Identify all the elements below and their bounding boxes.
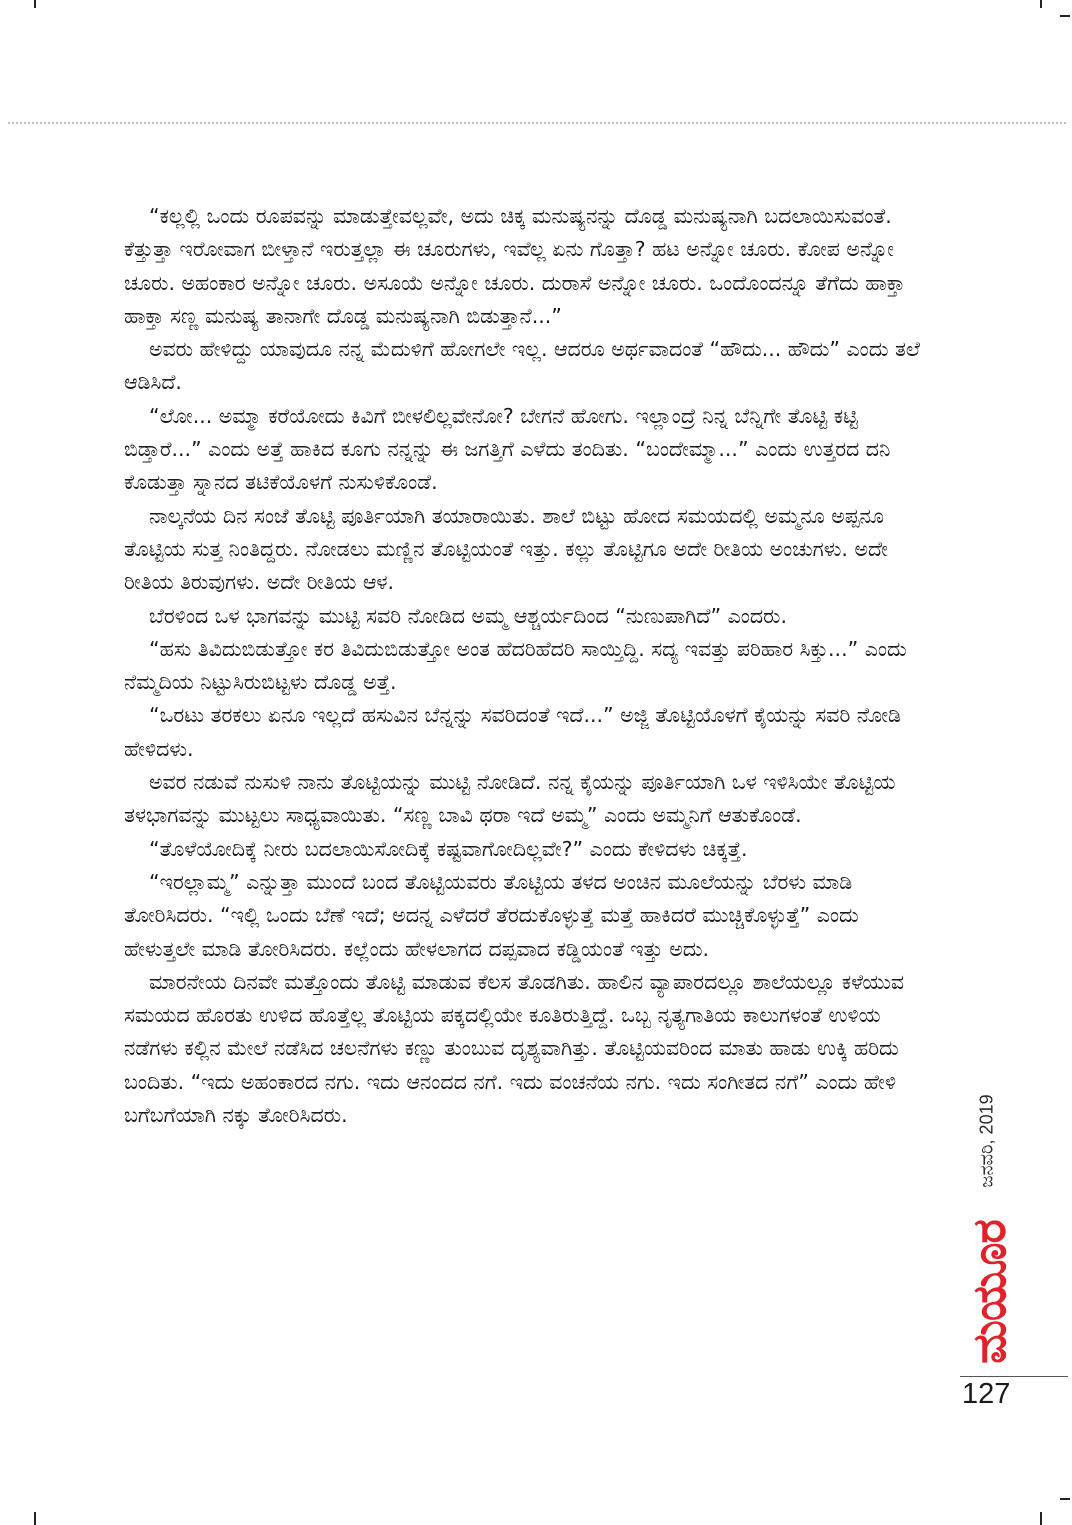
page-number-rule — [960, 1376, 1068, 1377]
article-paragraph: “ಹಸು ತಿವಿದುಬಿಡುತ್ತೋ ಕರ ತಿವಿದುಬಿಡುತ್ತೋ ಅಂತ ಹೆದರಿಹೆದರಿ ಸಾಯ್ತಿದ್ದಿ. ಸದ್ಯ ಇವತ್ತು ಪರಿಹಾರ ಸಿಕ್ತು...” ಎಂದು ನೆಮ್ಮದಿಯ ನಿಟ್ಟುಸಿರುಬಿಟ್ಟಳು ದೊಡ್ಡ ಅತ್ತೆ. — [124, 636, 907, 695]
crop-mark-bottom-right — [1040, 1512, 1042, 1525]
article-paragraph: “ಕಲ್ಲಲ್ಲಿ ಒಂದು ರೂಪವನ್ನು ಮಾಡುತ್ತೇವಲ್ಲವೇ, ಅದು ಚಿಕ್ಕ ಮನುಷ್ಯನನ್ನು ದೊಡ್ಡ ಮನುಷ್ಯನಾಗಿ ಬದಲಾಯಿಸುವಂತೆ. ಕೆತ್ತುತ್ತಾ ಇರೋವಾಗ ಬೀಳ್ತಾನೆ ಇರುತ್ತಲ್ಲಾ ಈ ಚೂರುಗಳು, ಇವೆಲ್ಲ ಏನು ಗೊತ್ತಾ? ಹಟ ಅನ್ನೋ ಚೂರು. ಕೋಪ ಅನ್ನೋ ಚೂರು. ಅಹಂಕಾರ ಅನ್ನೋ ಚೂರು. ಅಸೂಯೆ ಅನ್ನೋ ಚೂರು. ದುರಾಸೆ ಅನ್ನೋ ಚೂರು. ಒಂದೊಂದನ್ನೂ ತೆಗೆದು ಹಾಕ್ತಾ ಹಾಕ್ತಾ ಸಣ್ಣ ಮನುಷ್ಯ ತಾನಾಗೇ ದೊಡ್ಡ ಮನುಷ್ಯನಾಗಿ ಬಿಡುತ್ತಾನೆ...” — [124, 204, 905, 328]
article-paragraph: “ತೊಳೆಯೋದಿಕ್ಕೆ ನೀರು ಬದಲಾಯಿಸೋದಿಕ್ಕೆ ಕಷ್ಟವಾಗೋದಿಲ್ಲವೇ?” ಎಂದು ಕೇಳಿದಳು ಚಿಕ್ಕತ್ತೆ. — [149, 836, 748, 861]
article-body — [124, 200, 924, 1132]
article-paragraph: ಅವರು ಹೇಳಿದ್ದು ಯಾವುದೂ ನನ್ನ ಮೆದುಳಿಗೆ ಹೋಗಲೇ ಇಲ್ಲ. ಆದರೂ ಅರ್ಥವಾದಂತೆ “ಹೌದು... ಹೌದು” ಎಂದು ತಲೆ ಆಡಿಸಿದೆ. — [124, 337, 921, 395]
magazine-logo-text: ಮಯೂರ — [962, 1220, 1016, 1364]
issue-date-text: ಜನವರಿ, 2019 — [976, 1093, 997, 1188]
article-paragraph: ಬೆರಳಿಂದ ಒಳ ಭಾಗವನ್ನು ಮುಟ್ಟಿ ಸವರಿ ನೋಡಿದ ಅಮ್ಮ ಆಶ್ಚರ್ಯದಿಂದ “ನುಣುಪಾಗಿದೆ” ಎಂದರು. — [149, 603, 787, 628]
article-paragraph: “ಒರಟು ತರಕಲು ಏನೂ ಇಲ್ಲದೆ ಹಸುವಿನ ಬೆನ್ನನ್ನು ಸವರಿದಂತೆ ಇದೆ...” ಅಜ್ಜಿ ತೊಟ್ಟಿಯೊಳಗೆ ಕೈಯನ್ನು ಸವರಿ ನೋಡಿ ಹೇಳಿದಳು. — [124, 703, 901, 761]
article-paragraph: “ಲೋ... ಅಮ್ಮಾ ಕರೆಯೋದು ಕಿವಿಗೆ ಬೀಳಲಿಲ್ಲವೇನೋ? ಬೇಗನೆ ಹೋಗು. ಇಲ್ಲಾಂದ್ರೆ ನಿನ್ನ ಬೆನ್ನಿಗೇ ತೊಟ್ಟಿ ಕಟ್ಟಿ ಬಿಡ್ತಾರೆ...” ಎಂದು ಅತ್ತೆ ಹಾಕಿದ ಕೂಗು ನನ್ನನ್ನು ಈ ಜಗತ್ತಿಗೆ ಎಳೆದು ತಂದಿತು. “ಬಂದೇಮ್ಮಾ...” ಎಂದು ಉತ್ತರದ ದನಿ ಕೊಡುತ್ತಾ ಸ್ನಾನದ ತಟಿಕೆಯೊಳಗೆ ನುಸುಳಿಕೊಂಡೆ. — [124, 403, 891, 495]
crop-mark-bottom-left — [34, 1512, 36, 1525]
page-number: 127 — [962, 1378, 1011, 1410]
crop-mark-top-right-horizontal — [1060, 15, 1070, 17]
crop-mark-top-right — [1040, 0, 1042, 8]
article-paragraph: ಮಾರನೇಯ ದಿನವೇ ಮತ್ತೊಂದು ತೊಟ್ಟಿ ಮಾಡುವ ಕೆಲಸ ತೊಡಗಿತು. ಹಾಲಿನ ವ್ಯಾಪಾರದಲ್ಲೂ ಶಾಲೆಯಲ್ಲೂ ಕಳೆಯುವ ಸಮಯದ ಹೊರತು ಉಳಿದ ಹೊತ್ತೆಲ್ಲ ತೊಟ್ಟಿಯ ಪಕ್ಕದಲ್ಲಿಯೇ ಕೂತಿರುತ್ತಿದ್ದೆ. ಒಬ್ಬ ನೃತ್ಯಗಾತಿಯ ಕಾಲುಗಳಂತೆ ಉಳಿಯ ನಡೆಗಳು ಕಲ್ಲಿನ ಮೇಲೆ ನಡೆಸಿದ ಚಲನೆಗಳು ಕಣ್ಣು ತುಂಬುವ ದೃಶ್ಯವಾಗಿತ್ತು. ತೊಟ್ಟಿಯವರಿಂದ ಮಾತು ಹಾಡು ಉಕ್ಕಿ ಹರಿದು ಬಂದಿತು. “ಇದು ಅಹಂಕಾರದ ನಗು. ಇದು ಆನಂದದ ನಗೆ. ಇದು ವಂಚನೆಯ ನಗು. ಇದು ಸಂಗೀತದ ನಗೆ” ಎಂದು ಹೇಳಿ ಬಗೆಬಗೆಯಾಗಿ ನಕ್ಕು ತೋರಿಸಿದರು. — [124, 969, 905, 1128]
magazine-logo — [950, 1212, 1030, 1372]
article-paragraph: “ಇರಲ್ಲಾಮ್ಮ” ಎನ್ನುತ್ತಾ ಮುಂದೆ ಬಂದ ತೊಟ್ಟಿಯವರು ತೊಟ್ಟಿಯ ತಳದ ಅಂಚಿನ ಮೂಲೆಯನ್ನು ಬೆರಳು ಮಾಡಿ ತೋರಿಸಿದರು. “ಇಲ್ಲಿ ಒಂದು ಬೆಣೆ ಇದೆ; ಅದನ್ನ ಎಳೆದರೆ ತೆರದುಕೊಳ್ಳುತ್ತೆ ಮತ್ತೆ ಹಾಕಿದರೆ ಮುಚ್ಚಿಕೊಳ್ಳುತ್ತೆ” ಎಂದು ಹೇಳುತ್ತಲೇ ಮಾಡಿ ತೋರಿಸಿದರು. ಕಲ್ಲೆಂದು ಹೇಳಲಾಗದ ದಪ್ಪವಾದ ಕಡ್ಡಿಯಂತೆ ಇತ್ತು ಅದು. — [124, 869, 859, 961]
crop-mark-bottom-right-horizontal — [1060, 1498, 1070, 1500]
crop-mark-top-left — [34, 0, 36, 8]
article-paragraph: ನಾಲ್ಕನೆಯ ದಿನ ಸಂಜೆ ತೊಟ್ಟಿ ಪೂರ್ತಿಯಾಗಿ ತಯಾರಾಯಿತು. ಶಾಲೆ ಬಿಟ್ಟು ಹೋದ ಸಮಯದಲ್ಲಿ ಅಮ್ಮನೂ ಅಪ್ಪನೂ ತೊಟ್ಟಿಯ ಸುತ್ತ ನಿಂತಿದ್ದರು. ನೋಡಲು ಮಣ್ಣಿನ ತೊಟ್ಟಿಯಂತೆ ಇತ್ತು. ಕಲ್ಲು ತೊಟ್ಟಿಗೂ ಅದೇ ರೀತಿಯ ಅಂಚುಗಳು. ಅದೇ ರೀತಿಯ ತಿರುವುಗಳು. ಅದೇ ರೀತಿಯ ಆಳ. — [124, 503, 888, 595]
issue-date — [952, 1078, 1022, 1203]
article-paragraph: ಅವರ ನಡುವೆ ನುಸುಳಿ ನಾನು ತೊಟ್ಟಿಯನ್ನು ಮುಟ್ಟಿ ನೋಡಿದೆ. ನನ್ನ ಕೈಯನ್ನು ಪೂರ್ತಿಯಾಗಿ ಒಳ ಇಳಿಸಿಯೇ ತೊಟ್ಟಿಯ ತಳಭಾಗವನ್ನು ಮುಟ್ಟಲು ಸಾಧ್ಯವಾಯಿತು. “ಸಣ್ಣ ಬಾವಿ ಥರಾ ಇದೆ ಅಮ್ಮ” ಎಂದು ಅಮ್ಮನಿಗೆ ಆತುಕೊಂಡೆ. — [124, 770, 896, 828]
header-dotted-rule — [8, 122, 1066, 124]
